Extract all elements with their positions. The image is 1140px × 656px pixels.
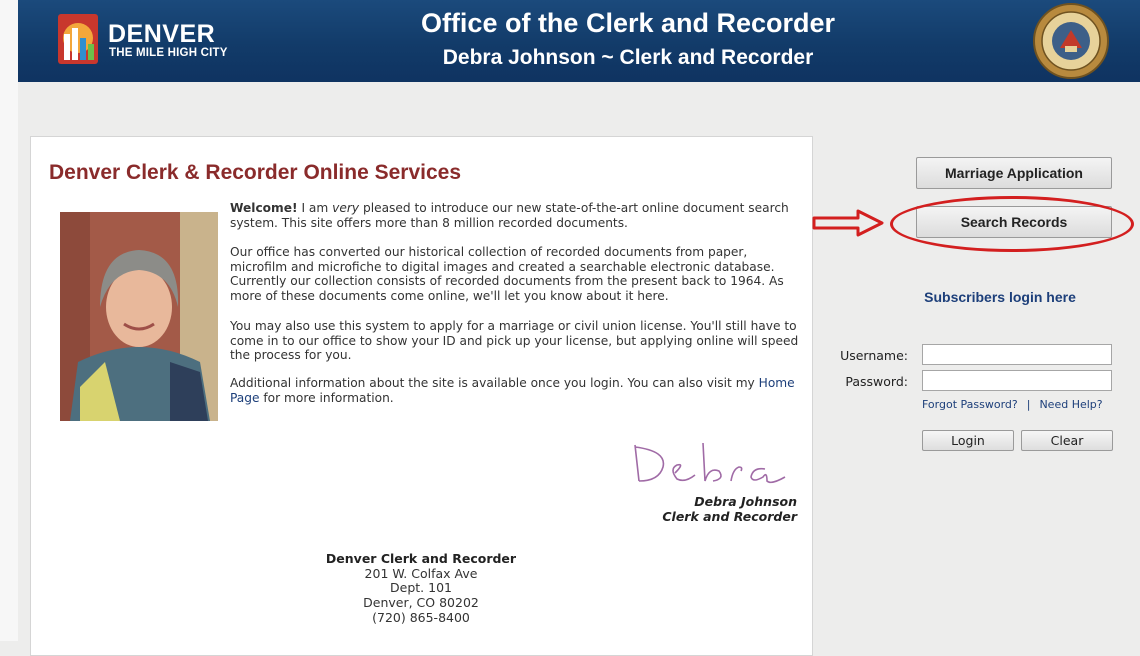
office-subtitle: Debra Johnson ~ Clerk and Recorder — [442, 46, 814, 69]
search-records-button[interactable]: Search Records — [916, 206, 1112, 238]
subscribers-heading: Subscribers login here — [924, 289, 1076, 305]
address-city: Denver, CO 80202 — [363, 595, 479, 611]
address-name: Denver Clerk and Recorder — [325, 551, 517, 566]
denver-logo-icon[interactable] — [58, 14, 98, 64]
login-button[interactable]: Login — [922, 430, 1014, 451]
red-ellipse-highlight — [890, 196, 1134, 252]
info-paragraph: Additional information about the site is available once you login. You can also visit my Home Page for more information. — [230, 376, 795, 405]
site-header — [18, 0, 1140, 82]
signer-title: Clerk and Recorder — [662, 509, 797, 524]
welcome-paragraph: Welcome! I am very pleased to introduce our new state-of-the-art online document search system. This site offers more than 8 million recorded documents. — [230, 201, 789, 230]
home-page-link[interactable]: Home Page — [230, 376, 795, 405]
signature-image — [629, 437, 789, 487]
license-paragraph: You may also use this system to apply for a marriage or civil union license. You'll still have to come in to our office to show your ID and pick up your license, but applying online will speed the process for you. — [230, 319, 799, 363]
username-field[interactable] — [922, 344, 1112, 365]
link-separator: | — [1026, 398, 1031, 411]
content-panel — [30, 136, 813, 656]
city-seal-icon — [1032, 2, 1110, 80]
help-links — [922, 398, 1122, 411]
username-label: Username: — [840, 348, 908, 363]
address-dept: Dept. 101 — [390, 580, 452, 596]
red-arrow-icon — [812, 209, 884, 237]
logo-wordmark: DENVER — [108, 20, 216, 48]
page-title: Denver Clerk & Recorder Online Services — [49, 161, 462, 184]
password-field[interactable] — [922, 370, 1112, 391]
password-label: Password: — [845, 374, 908, 389]
signer-name: Debra Johnson — [694, 494, 797, 509]
forgot-password-link[interactable]: Forgot Password? — [922, 398, 1018, 411]
office-title: Office of the Clerk and Recorder — [420, 8, 836, 38]
marriage-application-button[interactable]: Marriage Application — [916, 157, 1112, 189]
left-edge — [0, 0, 18, 641]
clear-button[interactable]: Clear — [1021, 430, 1113, 451]
logo-tagline: THE MILE HIGH CITY — [109, 47, 228, 59]
address-phone: (720) 865-8400 — [372, 609, 470, 625]
history-paragraph: Our office has converted our historical collection of recorded documents from paper, microfilm and microfiche to digital images and created a searchable electronic database. Currently our collection consists of recorded documents from the present back to 1964. As more of these documents come online, we'll let you know about it here. — [230, 245, 784, 303]
need-help-link[interactable]: Need Help? — [1039, 398, 1103, 411]
clerk-portrait-photo — [60, 212, 218, 421]
office-address — [281, 552, 561, 626]
address-street: 201 W. Colfax Ave — [364, 565, 478, 581]
